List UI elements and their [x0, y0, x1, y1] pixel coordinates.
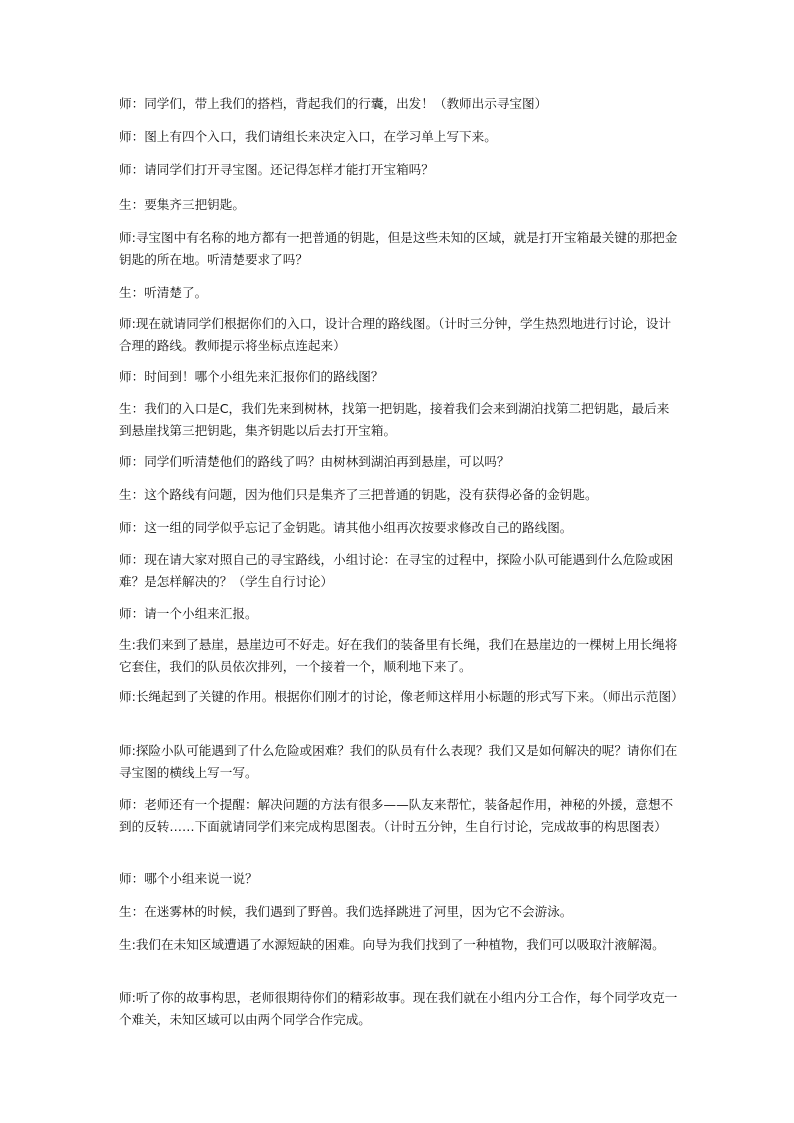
paragraph-21: 生:我们在未知区域遭遇了水源短缺的困难。向导为我们找到了一种植物，我们可以吸取汁液解渴。	[119, 937, 665, 952]
paragraph-15: 生:我们来到了悬崖，悬崖边可不好走。好在我们的装备里有长绳，我们在悬崖边的一棵树上用长绳将它套住，我们的队员依次排列，一个接着一个，顺利地下来了。	[119, 637, 678, 674]
paragraph-10: 师：同学们听清楚他们的路线了吗？由树林到湖泊再到悬崖，可以吗？	[119, 454, 510, 469]
paragraph-17: 师:探险小队可能遇到了什么危险或困难？我们的队员有什么表现？我们又是如何解决的呢？请你们在寻宝图的横线上写一写。	[119, 743, 678, 780]
paragraph-6: 生：听清楚了。	[119, 285, 208, 300]
paragraph-14: 师：请一个小组来汇报。	[119, 606, 258, 621]
paragraph-16: 师:长绳起到了关键的作用。根据你们刚才的讨论，像老师这样用小标题的形式写下来。（师出示范图）	[119, 689, 684, 704]
paragraph-22: 师:听了你的故事构思，老师很期待你们的精彩故事。现在我们就在小组内分工合作，每个同学攻克一个难关，未知区域可以由两个同学合作完成。	[119, 990, 678, 1027]
paragraph-5: 师:寻宝图中有名称的地方都有一把普通的钥匙，但是这些未知的区域，就是打开宝箱最关键的那把金钥匙的所在地。听清楚要求了吗？	[119, 230, 678, 267]
paragraph-4: 生：要集齐三把钥匙。	[119, 197, 245, 212]
paragraph-20: 生：在迷雾林的时候，我们遇到了野兽。我们选择跳进了河里，因为它不会游泳。	[119, 904, 573, 919]
paragraph-1: 师：同学们，带上我们的搭档，背起我们的行囊，出发！（教师出示寻宝图）	[119, 96, 548, 111]
paragraph-9: 生：我们的入口是C，我们先来到树林，找第一把钥匙，接着我们会来到湖泊找第二把钥匙，最后来到悬崖找第三把钥匙，集齐钥匙以后去打开宝箱。	[119, 401, 670, 438]
paragraph-18: 师：老师还有一个提醒：解决问题的方法有很多——队友来帮忙，装备起作用，神秘的外援，意想不到的反转……下面就请同学们来完成构思图表。（计时五分钟，生自行讨论，完成故事的构思图表）	[119, 797, 674, 834]
paragraph-19: 师：哪个小组来说一说？	[119, 871, 258, 886]
paragraph-2: 师：图上有四个入口，我们请组长来决定入口，在学习单上写下来。	[119, 129, 497, 144]
paragraph-12: 师：这一组的同学似乎忘记了金钥匙。请其他小组再次按要求修改自己的路线图。	[119, 520, 573, 535]
paragraph-11: 生：这个路线有问题，因为他们只是集齐了三把普通的钥匙，没有获得必备的金钥匙。	[119, 487, 598, 502]
paragraph-7: 师:现在就请同学们根据你们的入口，设计合理的路线图。（计时三分钟，学生热烈地进行讨论，设计合理的路线。教师提示将坐标点连起来）	[119, 316, 672, 353]
paragraph-8: 师：时间到！哪个小组先来汇报你们的路线图？	[119, 369, 384, 384]
paragraph-3: 师：请同学们打开寻宝图。还记得怎样才能打开宝箱吗？	[119, 162, 434, 177]
paragraph-13: 师：现在请大家对照自己的寻宝路线，小组讨论：在寻宝的过程中，探险小队可能遇到什么危险或困难？是怎样解决的？（学生自行讨论）	[119, 552, 674, 589]
